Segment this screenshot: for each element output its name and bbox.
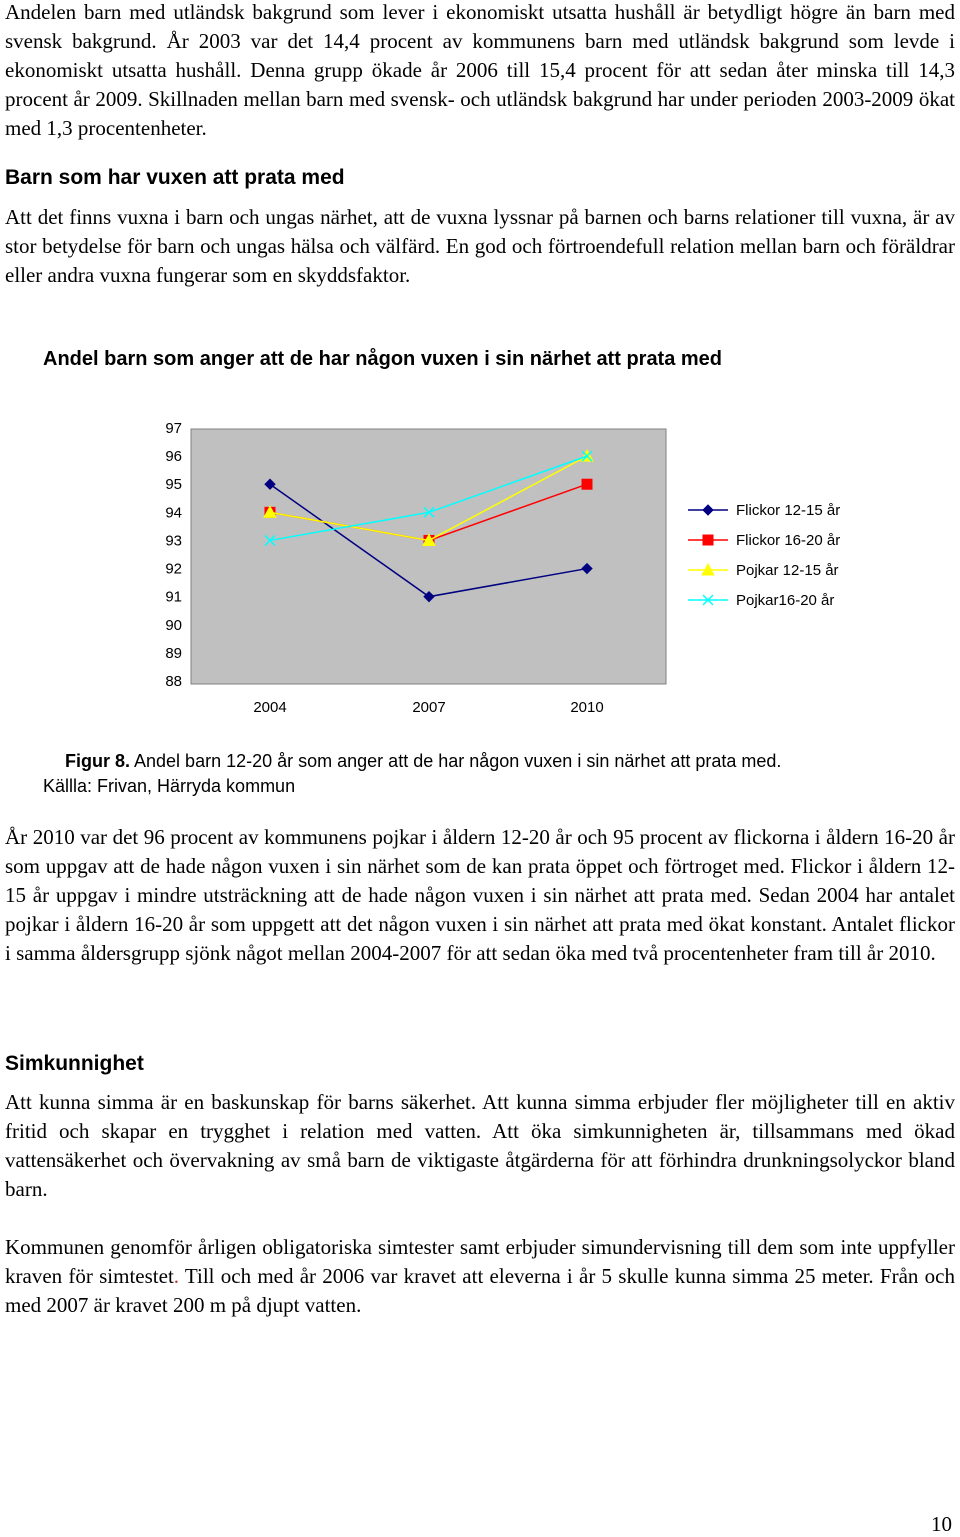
legend-marker	[703, 535, 713, 545]
x-tick-label: 2007	[412, 699, 446, 716]
legend-label: Pojkar 12-15 år	[736, 562, 839, 579]
figure-source: Källla: Frivan, Härryda kommun	[43, 776, 296, 796]
legend-item	[688, 502, 840, 519]
section-paragraph-simkunnighet-1: Att kunna simma är en baskunskap för barns säkerhet. Att kunna simma erbjuder fler möjligheter till en aktiv fritid och skapar en trygghet i relation med vatten. Att öka simkunnigheten är, tillsammans med ökad vattensäkerhet och övervakning av små barn de viktigaste åtgärderna för att förhindra drunkningsolyckor bland barn.	[5, 1090, 955, 1201]
section-heading-simkunnighet: Simkunnighet	[5, 1052, 144, 1075]
figure-caption-text: Andel barn 12-20 år som anger att de har någon vuxen i sin närhet att prata med.	[130, 751, 782, 771]
paragraph-results: År 2010 var det 96 procent av kommunens pojkar i åldern 12-20 år och 95 procent av flickorna i åldern 16-20 år som uppgav att de hade någon vuxen i sin närhet som de kan prata öppet och förtroget med. Flickor i åldern 12-15 år uppgav i mindre utsträckning att de hade någon vuxen i sin närhet att prata med. Sedan 2004 har antalet pojkar i åldern 16-20 år som uppgett att det någon vuxen i sin närhet att prata med ökat konstant. Antalet flickor i samma åldersgrupp sjönk något mellan 2004-2007 för att sedan öka med två procentenheter fram till år 2010.	[5, 825, 955, 965]
y-tick-label: 97	[165, 420, 182, 437]
paragraph-red-dot: .	[173, 1264, 180, 1288]
line-chart	[0, 395, 960, 735]
x-tick-label: 2004	[253, 699, 287, 716]
section-heading-vuxen: Barn som har vuxen att prata med	[5, 166, 345, 189]
figure-caption	[65, 751, 781, 772]
y-tick-label: 94	[165, 504, 182, 522]
y-tick-label: 91	[165, 588, 182, 606]
paragraph-text-a: Kommunen genomför årligen obligatoriska simtester samt erbjuder simundervisning till dem som inte uppfyller kraven för simtestet	[5, 1235, 955, 1288]
legend-label: Flickor 12-15 år	[736, 502, 841, 519]
plot-area	[191, 429, 666, 684]
legend-item	[688, 592, 834, 609]
page-number: 10	[931, 1512, 952, 1536]
y-tick-label: 88	[165, 673, 182, 690]
y-tick-label: 93	[165, 532, 182, 550]
y-tick-label: 92	[165, 560, 182, 578]
y-tick-label: 90	[165, 616, 182, 634]
x-tick-label: 2010	[570, 699, 604, 716]
section-paragraph-vuxen: Att det finns vuxna i barn och ungas närhet, att de vuxna lyssnar på barnen och barns relationer till vuxna, är av stor betydelse för barn och ungas hälsa och välfärd. En god och förtroendefull relation mellan barn och föräldrar eller andra vuxna fungerar som en skyddsfaktor.	[5, 205, 955, 287]
y-tick-label: 96	[165, 448, 182, 466]
chart-title: Andel barn som anger att de har någon vuxen i sin närhet att prata med	[43, 348, 723, 370]
legend-label: Flickor 16-20 år	[736, 532, 841, 549]
legend-label: Pojkar16-20 år	[736, 592, 835, 609]
y-tick-label: 89	[165, 644, 182, 662]
data-point	[582, 479, 592, 489]
paragraph-text-b: Till och med år 2006 var kravet att eleverna i år 5 skulle kunna simma 25 meter. Från och med 2007 är kravet 200 m på djupt vatten.	[5, 1264, 955, 1317]
y-tick-label: 95	[165, 476, 182, 494]
intro-paragraph: Andelen barn med utländsk bakgrund som lever i ekonomiskt utsatta hushåll är betydligt högre än barn med svensk bakgrund. År 2003 var det 14,4 procent av kommunens barn med utländsk bakgrund som levde i ekonomiskt utsatta hushåll. Denna grupp ökade år 2006 till 15,4 procent för att sedan åter minska till 14,3 procent år 2009. Skillnaden mellan barn med svensk- och utländsk bakgrund har under perioden 2003-2009 ökat med 1,3 procentenheter.	[5, 0, 955, 140]
figure-caption-label: Figur 8.	[65, 751, 131, 771]
section-paragraph-simkunnighet-2	[5, 1233, 955, 1320]
legend-item	[688, 532, 840, 549]
legend-marker	[703, 505, 713, 515]
legend-item	[688, 562, 839, 579]
